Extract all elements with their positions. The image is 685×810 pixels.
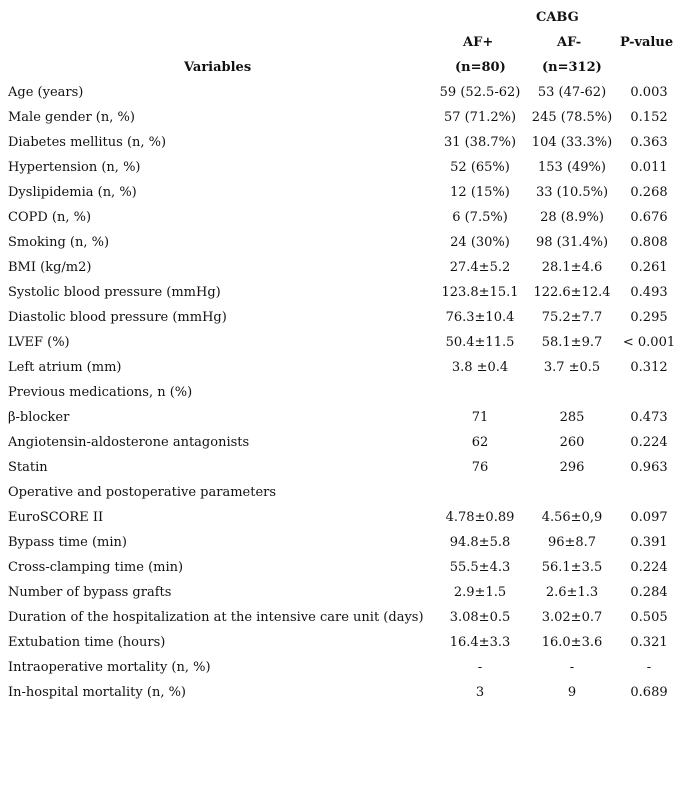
p-value: 0.295 xyxy=(630,310,668,325)
table-row xyxy=(0,80,685,105)
af-positive-value: 24 (30%) xyxy=(450,235,510,250)
af-positive-value: - xyxy=(477,660,483,675)
p-value: 0.963 xyxy=(630,460,668,475)
row-label: Cross-clamping time (min) xyxy=(8,560,184,575)
p-value: 0.808 xyxy=(630,235,668,250)
af-negative-value: 16.0±3.6 xyxy=(541,635,603,650)
af-negative-value: 9 xyxy=(567,685,577,700)
af-positive-value: 59 (52.5-62) xyxy=(439,85,521,100)
af-negative-value: 122.6±12.4 xyxy=(533,285,611,300)
p-value: < 0.001 xyxy=(622,335,676,350)
af-positive-value: 27.4±5.2 xyxy=(449,260,511,275)
af-negative-value: 28 (8.9%) xyxy=(540,210,604,225)
row-label: Statin xyxy=(8,460,48,475)
p-value: - xyxy=(646,660,652,675)
row-label: Angiotensin-aldosterone antagonists xyxy=(8,435,250,450)
group-header: CABG xyxy=(536,10,579,25)
af-negative-value: 28.1±4.6 xyxy=(541,260,603,275)
af-negative-value: 58.1±9.7 xyxy=(541,335,603,350)
row-label: Extubation time (hours) xyxy=(8,635,166,650)
table-row xyxy=(0,530,685,555)
table-row xyxy=(0,405,685,430)
af-negative-n: (n=312) xyxy=(542,60,602,75)
table-row xyxy=(0,630,685,655)
af-positive-value: 50.4±11.5 xyxy=(445,335,515,350)
af-negative-value: 285 xyxy=(559,410,585,425)
p-value: 0.224 xyxy=(630,560,668,575)
p-value: 0.312 xyxy=(630,360,668,375)
af-negative-value: 2.6±1.3 xyxy=(545,585,599,600)
af-positive-value: 2.9±1.5 xyxy=(453,585,507,600)
p-value: 0.689 xyxy=(630,685,668,700)
table-row xyxy=(0,480,685,505)
row-label: Diastolic blood pressure (mmHg) xyxy=(8,310,227,325)
p-value: 0.391 xyxy=(630,535,668,550)
p-value: 0.152 xyxy=(630,110,668,125)
af-negative-header: AF- xyxy=(557,35,582,50)
p-value: 0.676 xyxy=(630,210,668,225)
row-label: Hypertension (n, %) xyxy=(8,160,141,175)
af-negative-value: 75.2±7.7 xyxy=(541,310,603,325)
table-row xyxy=(0,580,685,605)
row-label: Duration of the hospitalization at the intensive care unit (days) xyxy=(8,610,424,625)
af-negative-value: 3.02±0.7 xyxy=(541,610,603,625)
af-negative-value: 53 (47-62) xyxy=(537,85,607,100)
table-row xyxy=(0,230,685,255)
table-row xyxy=(0,605,685,630)
af-negative-value: 98 (31.4%) xyxy=(535,235,609,250)
p-value: 0.284 xyxy=(630,585,668,600)
af-positive-value: 3.8 ±0.4 xyxy=(451,360,509,375)
row-label: Dyslipidemia (n, %) xyxy=(8,185,137,200)
af-positive-header: AF+ xyxy=(463,35,494,50)
row-label: Left atrium (mm) xyxy=(8,360,122,375)
p-value: 0.224 xyxy=(630,435,668,450)
row-label: Age (years) xyxy=(8,85,84,100)
af-negative-value: 3.7 ±0.5 xyxy=(543,360,601,375)
table-row xyxy=(0,155,685,180)
af-negative-value: 33 (10.5%) xyxy=(535,185,609,200)
af-positive-value: 76.3±10.4 xyxy=(445,310,515,325)
af-negative-value: 104 (33.3%) xyxy=(531,135,613,150)
af-positive-value: 94.8±5.8 xyxy=(449,535,511,550)
table-row xyxy=(0,455,685,480)
af-negative-value: 96±8.7 xyxy=(547,535,597,550)
p-value: 0.097 xyxy=(630,510,668,525)
row-label: Diabetes mellitus (n, %) xyxy=(8,135,167,150)
af-positive-value: 6 (7.5%) xyxy=(452,210,508,225)
af-positive-value: 31 (38.7%) xyxy=(443,135,517,150)
af-positive-value: 71 xyxy=(471,410,489,425)
row-label: Smoking (n, %) xyxy=(8,235,110,250)
row-label: Male gender (n, %) xyxy=(8,110,135,125)
table-row xyxy=(0,255,685,280)
row-label: In-hospital mortality (n, %) xyxy=(8,685,187,700)
table-row xyxy=(0,430,685,455)
table-row xyxy=(0,105,685,130)
p-value: 0.268 xyxy=(630,185,668,200)
af-negative-value: 296 xyxy=(559,460,585,475)
af-positive-value: 52 (65%) xyxy=(450,160,510,175)
row-label: COPD (n, %) xyxy=(8,210,92,225)
table-row xyxy=(0,355,685,380)
row-label: EuroSCORE II xyxy=(8,510,104,525)
row-label: Intraoperative mortality (n, %) xyxy=(8,660,211,675)
table-row xyxy=(0,130,685,155)
af-positive-n: (n=80) xyxy=(455,60,506,75)
af-positive-value: 12 (15%) xyxy=(450,185,510,200)
row-label: Systolic blood pressure (mmHg) xyxy=(8,285,221,300)
row-label: β-blocker xyxy=(8,410,70,425)
af-positive-value: 55.5±4.3 xyxy=(449,560,511,575)
af-negative-value: 56.1±3.5 xyxy=(541,560,603,575)
table-row xyxy=(0,505,685,530)
row-label: LVEF (%) xyxy=(8,335,70,350)
row-label: Operative and postoperative parameters xyxy=(8,485,277,500)
row-label: Previous medications, n (%) xyxy=(8,385,193,400)
table-row xyxy=(0,680,685,705)
table-row xyxy=(0,205,685,230)
af-positive-value: 3.08±0.5 xyxy=(449,610,511,625)
p-value: 0.261 xyxy=(630,260,668,275)
row-label: Bypass time (min) xyxy=(8,535,127,550)
p-value: 0.505 xyxy=(630,610,668,625)
af-negative-value: 260 xyxy=(559,435,585,450)
af-positive-value: 3 xyxy=(475,685,485,700)
table-row xyxy=(0,305,685,330)
af-positive-value: 16.4±3.3 xyxy=(449,635,511,650)
af-positive-value: 57 (71.2%) xyxy=(443,110,517,125)
af-positive-value: 62 xyxy=(471,435,489,450)
af-negative-value: 153 (49%) xyxy=(538,160,606,175)
af-positive-value: 76 xyxy=(471,460,489,475)
p-value: 0.321 xyxy=(630,635,668,650)
row-label: Number of bypass grafts xyxy=(8,585,172,600)
table-row xyxy=(0,655,685,680)
row-label: BMI (kg/m2) xyxy=(8,260,92,275)
af-positive-value: 123.8±15.1 xyxy=(441,285,519,300)
af-negative-value: - xyxy=(569,660,575,675)
table-row xyxy=(0,380,685,405)
p-value: 0.493 xyxy=(630,285,668,300)
af-positive-value: 4.78±0.89 xyxy=(445,510,515,525)
table-row xyxy=(0,280,685,305)
table-row xyxy=(0,180,685,205)
table-row xyxy=(0,555,685,580)
variables-header: Variables xyxy=(184,60,252,75)
p-value: 0.363 xyxy=(630,135,668,150)
table-row xyxy=(0,330,685,355)
af-negative-value: 4.56±0,9 xyxy=(541,510,603,525)
pvalue-header: P-value xyxy=(620,35,674,50)
af-negative-value: 245 (78.5%) xyxy=(531,110,613,125)
p-value: 0.473 xyxy=(630,410,668,425)
p-value: 0.003 xyxy=(630,85,668,100)
p-value: 0.011 xyxy=(630,160,668,175)
